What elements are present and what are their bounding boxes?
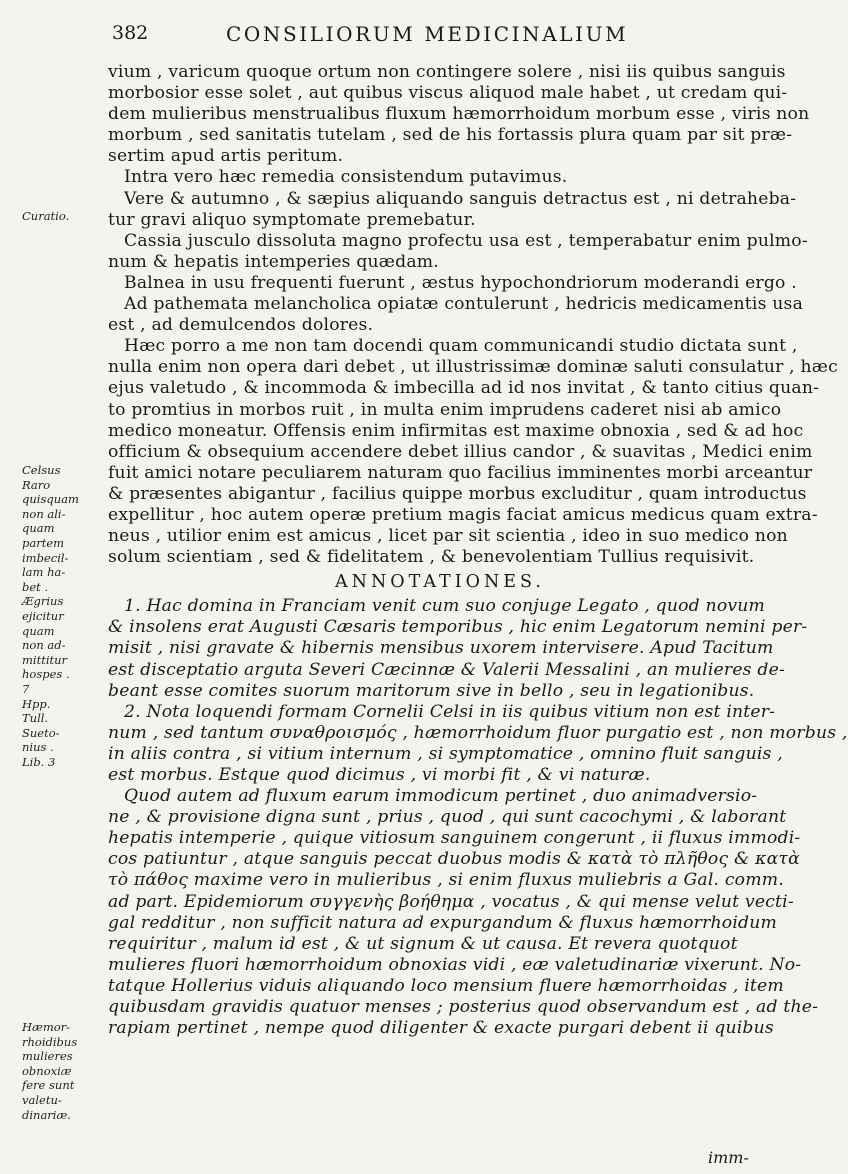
margin-note-line: nius . [22,740,54,755]
margin-note-line: Celsus [22,463,61,477]
text-line: nulla enim non opera dari debet , ut illustrissimæ dominæ saluti consulatur , hæc [108,357,838,378]
text-line: sertim apud artis peritum. [108,146,344,167]
annotation-line: 2. Nota loquendi formam Cornelii Celsi in iis quibus vitium non est inter- [124,701,776,722]
text-line: neus , utilior enim est amicus , licet par sit scientia , ideo in suo medico non [108,526,788,547]
marginal-note-haemorrhoids [22,1020,100,1122]
annotation-line: & insolens erat Augusti Cæsaris temporibus , hic enim Legatorum nemini per- [108,617,808,638]
annotation-line: hepatis intemperie , quique vitiosum sanguinem congerunt , ii fluxus immodi- [108,828,801,849]
text-line: ejus valetudo , & incommoda & imbecilla ad id nos invitat , & tanto citius quan- [108,378,820,399]
margin-note-line: non ad- [22,638,66,653]
margin-note-line: quam [22,521,55,536]
text-line: to promtius in morbos ruit , in multa enim imprudens caderet nisi ab amico [108,399,782,420]
margin-note-line: mittitur [22,652,68,667]
margin-note-line: mulieres [22,1049,73,1064]
margin-note-line: Raro [22,477,51,492]
text-line: expellitur , hoc autem operæ pretium magis faciat amicus medicus quam extra- [108,504,818,525]
margin-note-line: Lib. 3 [22,754,56,769]
annotations-heading: ANNOTATIONES. [335,572,545,593]
annotation-line: ne , & provisione digna sunt , prius , quod , qui sunt cacochymi , & laborant [108,807,787,828]
marginal-note-celsus [22,463,100,769]
annotation-line: Quod autem ad fluxum earum immodicum pertinet , duo animadversio- [124,786,758,807]
margin-note-line: imbecil- [22,550,69,565]
text-line: tur gravi aliquo symptomate premebatur. [108,209,476,230]
annotation-line: mulieres fluori hæmorrhoidum obnoxias vidi , eæ valetudinariæ vixerunt. No- [108,954,802,975]
annotation-line: cos patiuntur , atque sanguis peccat duobus modis & κατὰ τὸ πλῆθος & κατὰ [108,849,800,870]
margin-note-line: hospes . [22,667,70,682]
margin-note-line: Ægrius [22,594,64,609]
annotation-line: num , sed tantum συναθροισμός , hæmorrhoidum fluor purgatio est , non morbus , [108,722,848,743]
text-line: Vere & autumno , & sæpius aliquando sanguis detractus est , ni detraheba- [124,188,797,209]
margin-note-line: non ali- [22,506,66,521]
text-line: Ad pathemata melancholica opiatæ contulerunt , hedricis medicamentis usa [124,294,804,315]
annotation-line: 1. Hac domina in Franciam venit cum suo conjuge Legato , quod novum [124,596,766,617]
margin-note-line: dinariæ. [22,1107,71,1122]
annotation-line: ad part. Epidemiorum συγγενὴς βοήθημα , vocatus , & qui mense velut vecti- [108,891,794,912]
annotation-line: quibusdam gravidis quatuor menses ; posterius quod observandum est , ad the- [108,997,819,1018]
running-title: CONSILIORUM MEDICINALIUM [226,22,629,46]
annotation-line: τὸ πάθος maxime vero in mulieribus , si enim fluxus muliebris a Gal. comm. [108,870,784,891]
text-line: morbosior esse solet , aut quibus viscus aliquod male habet , ut credam qui- [108,83,788,104]
text-line: fuit amici notare peculiarem naturam quo facilius imminentes morbi arceantur [108,462,813,483]
annotations-body [108,596,848,1039]
margin-note-line: rhoidibus [22,1034,78,1049]
text-line: num & hepatis intemperies quædam. [108,251,439,272]
annotation-line: rapiam pertinet , nempe quod diligenter & exacte purgari debent ii quibus [108,1018,774,1039]
margin-note-line: Tull. [22,711,49,726]
text-line: officium & obsequium accendere debet illius candor , & suavitas , Medici enim [108,441,813,462]
margin-note-line: 7 [22,681,30,696]
margin-note-line: quam [22,623,55,638]
text-line: vium , varicum quoque ortum non contingere solere , nisi iis quibus sanguis [108,62,786,82]
margin-note-line: obnoxiæ [22,1063,72,1078]
consilium-body [108,62,838,568]
main-text [108,62,848,1039]
text-line: est , ad demulcendos dolores. [108,315,374,336]
text-line: Hæc porro a me non tam docendi quam communicandi studio dictata sunt , [124,336,798,357]
text-line: Cassia jusculo dissoluta magno profectu usa est , temperabatur enim pulmo- [124,230,808,251]
annotation-line: est disceptatio arguta Severi Cæcinnæ & Valerii Messalini , an mulieres de- [108,659,785,680]
margin-note-line: partem [22,535,65,550]
text-line: Balnea in usu frequenti fuerunt , æstus hypochondriorum moderandi ergo . [124,272,797,293]
text-line: morbum , sed sanitatis tutelam , sed de his fortassis plura quam par sit præ- [108,125,793,146]
margin-note-line: ejicitur [22,608,64,623]
margin-note-line: Curatio. [22,209,70,223]
annotation-line: est morbus. Estque quod dicimus , vi morbi fit , & vi naturæ. [108,765,651,785]
text-line: dem mulieribus menstrualibus fluxum hæmorrhoidum morbum esse , viris non [108,104,810,125]
annotation-line: requiritur , malum id est , & ut signum & ut causa. Et revera quotquot [108,933,738,954]
margin-note-line: quisquam [22,492,79,507]
annotation-line: misit , nisi gravate & hibernis mensibus uxorem intervisere. Apud Tacitum [108,638,774,659]
text-line: Intra vero hæc remedia consistendum putavimus. [124,167,568,188]
catchword: imm- [708,1148,749,1167]
text-line: solum scientiam , sed & fidelitatem , & benevolentiam Tullius requisivit. [108,547,755,568]
marginal-note-curatio [22,209,100,224]
margin-note-line: Hæmor- [22,1020,71,1034]
text-line: medico moneatur. Offensis enim infirmitas est maxime obnoxia , sed & ad hoc [108,420,804,441]
annotation-line: tatque Hollerius viduis aliquando loco mensium fluere hæmorrhoidas , item [108,975,784,996]
annotation-line: gal redditur , non sufficit natura ad expurgandum & fluxus hæmorrhoidum [108,912,777,933]
margin-note-line: fere sunt [22,1078,75,1093]
margin-note-line: lam ha- [22,565,66,580]
margin-note-line: valetu- [22,1092,62,1107]
page-header [0,22,800,52]
annotation-line: beant esse comites suorum maritorum sive in bello , seu in legationibus. [108,680,755,701]
margin-note-line: Sueto- [22,725,60,740]
text-line: & præsentes abigantur , facilius quippe morbus excluditur , quam introductus [108,483,807,504]
page-number: 382 [112,22,149,44]
margin-note-line: Hpp. [22,696,51,711]
annotation-line: in aliis contra , si vitium internum , si symptomatice , omnino fluit sanguis , [108,743,783,764]
margin-note-line: bet . [22,579,49,594]
